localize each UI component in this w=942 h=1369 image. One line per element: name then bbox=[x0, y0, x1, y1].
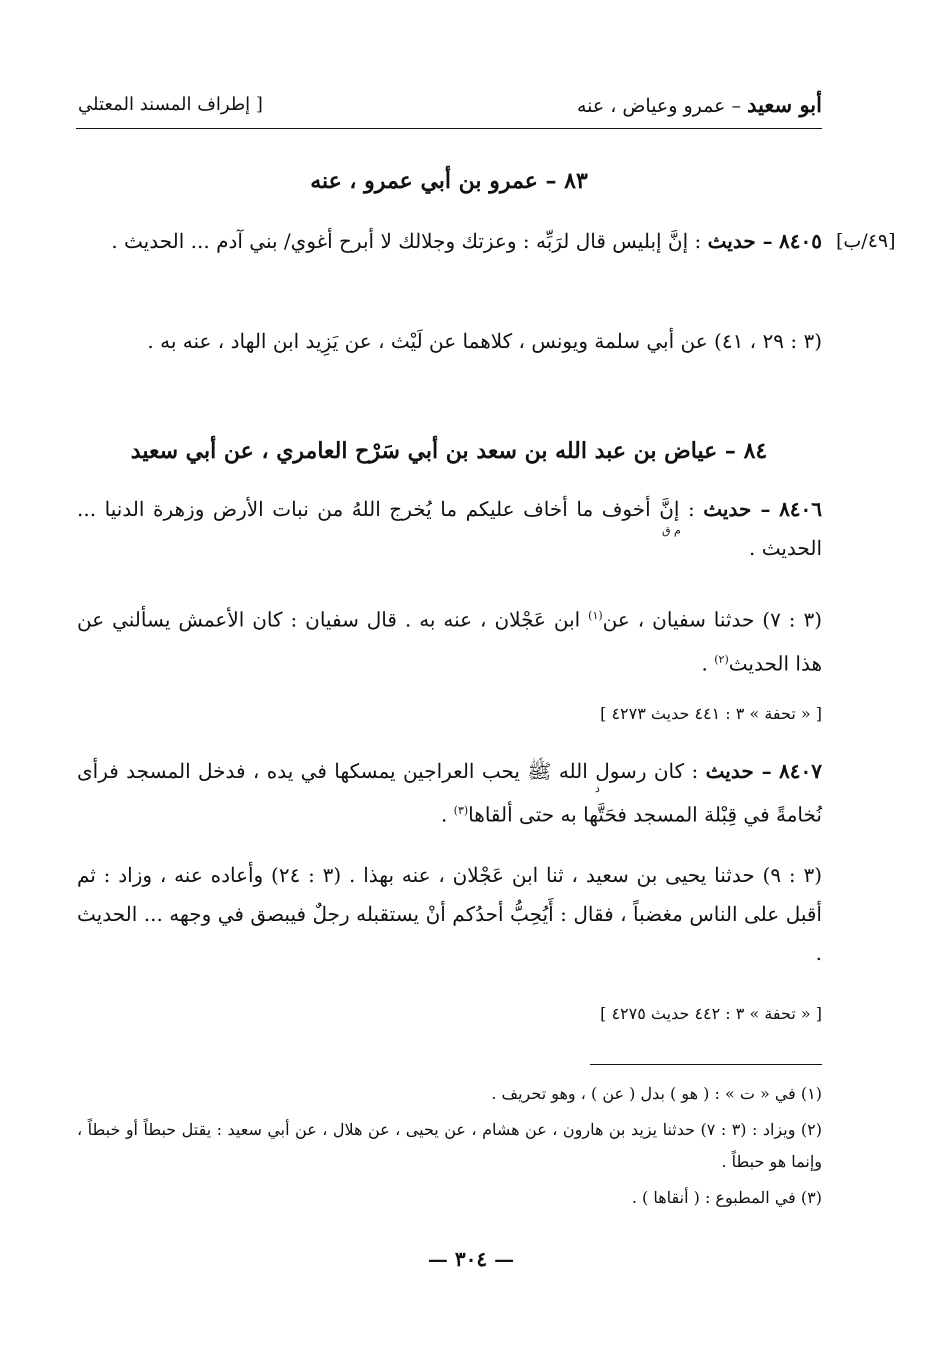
hadith-isnad: (٣ : ٩) حدثنا يحيى بن سعيد ، ثنا ابن عَجْلان ، عنه بهذا . (٣ : ٢٤) وأعاده عنه ، وزاد : ثم أقبل على الناس مغضباً ، فقال : أَيُحِبُّ أحدُكم أنْ يستقبله رجلٌ فيبصق في وجهه ... الحديث . bbox=[77, 863, 822, 965]
hadith-text: : إنَّ أخوف ما أخاف عليكم ما يُخرج اللهُ من نبات الأرض وزهرة الدنيا ... الحديث . bbox=[77, 497, 822, 560]
footnote-marker: (٣) bbox=[453, 804, 469, 817]
isnad-part: (٣ : ٧) حدثنا سفيان ، عن bbox=[602, 607, 823, 632]
hadith-isnad: (٣ : ٢٩ ، ٤١) عن أبي سلمة ويونس ، كلاهما عن لَيْث ، عن يَزِيد ابن الهاد ، عنه به . bbox=[147, 329, 822, 353]
section-title: ٨٣ – عمرو بن أبي عمرو ، عنه bbox=[310, 168, 588, 194]
footnote: (٣) في المطبوع : ( أنقاها ) . bbox=[631, 1188, 822, 1207]
hadith-number: ٨٤٠٧ bbox=[779, 759, 823, 783]
page-number: — ٣٠٤ — bbox=[427, 1247, 515, 1271]
running-head-subtitle: – عمرو وعياض ، عنه bbox=[576, 95, 742, 117]
hadith-entry bbox=[77, 490, 822, 568]
hadith-text: . bbox=[440, 802, 448, 827]
running-head-author: أبو سعيد bbox=[747, 92, 822, 117]
isnad-part: . bbox=[701, 651, 708, 676]
section-title: ٨٤ – عياض بن عبد الله بن سعد بن أبي سَرْح العامري ، عن أبي سعيد bbox=[130, 438, 768, 464]
hadith-number: ٨٤٠٦ bbox=[779, 497, 823, 521]
running-head-right bbox=[577, 92, 822, 117]
footnote-rule bbox=[590, 1064, 822, 1065]
margin-folio-note: [٤٩/ب] bbox=[836, 230, 896, 252]
siglum-mark: د bbox=[595, 782, 600, 795]
footnote-marker: (١) bbox=[588, 609, 603, 622]
hadith-text: : كان رسول الله ﷺ يحب العراجين يمسكها في يده ، فدخل المسجد فرأى نُخامةً في قِبْلة المسجد فحَتَّها به حتى ألقاها bbox=[77, 759, 822, 827]
footnote: (٢) ويزاد : (٣ : ٧) حدثنا يزيد بن هارون ، عن هشام ، عن يحيى ، عن هلال ، عن أبي سعيد : يقتل حبطاً أو خبطاً ، وإنما هو حبطاً . bbox=[77, 1120, 823, 1171]
tuhfa-reference: [ « تحفة » ٣ : ٤٤١ حديث ٤٢٧٣ ] bbox=[600, 704, 822, 723]
hadith-label: – حديث bbox=[707, 229, 773, 253]
siglum-mark: م ق bbox=[662, 524, 681, 537]
running-head-left: [ إطراف المسند المعتلي bbox=[78, 94, 263, 115]
hadith-isnad bbox=[77, 596, 822, 683]
hadith-text: : إنَّ إبليس قال لرَبِّه : وعزتك وجلالك لا أبرح أغوي/ بني آدم ... الحديث . bbox=[111, 229, 702, 253]
hadith-label: – حديث bbox=[705, 759, 772, 783]
hadith-entry bbox=[77, 752, 822, 835]
header-rule bbox=[76, 128, 822, 129]
hadith-label: – حديث bbox=[703, 497, 771, 521]
hadith-number: ٨٤٠٥ bbox=[779, 229, 822, 253]
footnote-marker: (٢) bbox=[714, 652, 729, 666]
hadith-entry bbox=[77, 222, 822, 261]
isnad-part: ابن عَجْلان ، عنه به . قال سفيان : كان الأعمش يسألني عن هذا الحديث bbox=[77, 607, 822, 676]
footnote: (١) في « ت » : ( هو ) بدل ( عن ) ، وهو تحريف . bbox=[491, 1084, 822, 1103]
tuhfa-reference: [ « تحفة » ٣ : ٤٤٢ حديث ٤٢٧٥ ] bbox=[600, 1004, 822, 1023]
